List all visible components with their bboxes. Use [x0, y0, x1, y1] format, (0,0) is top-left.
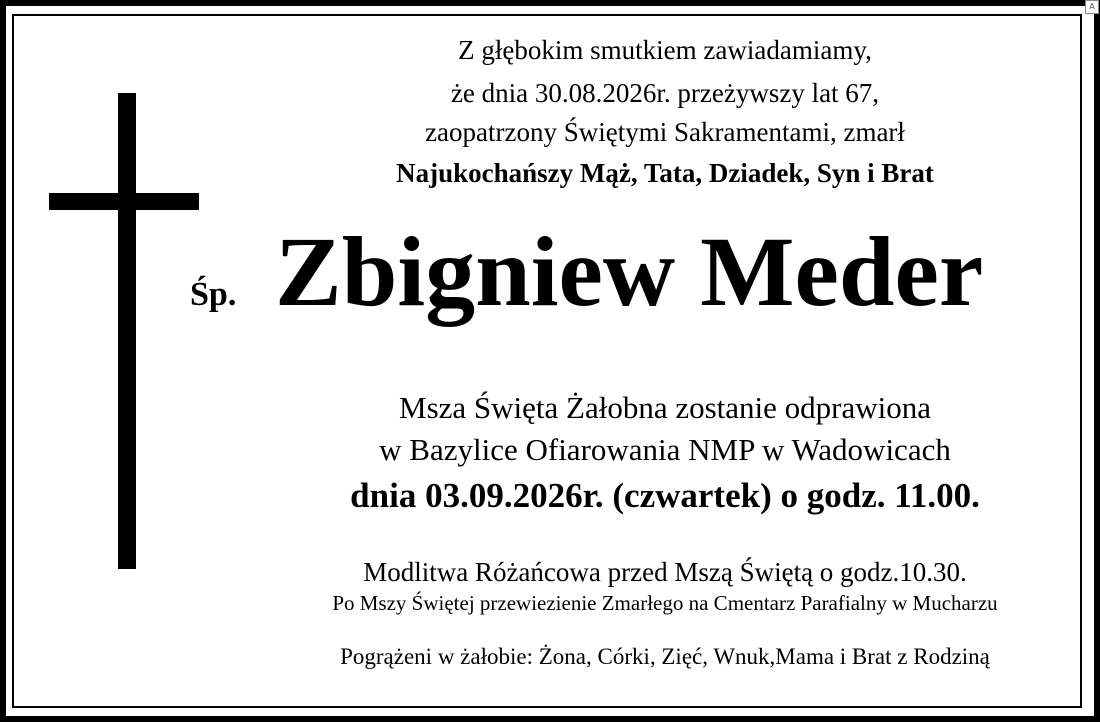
mass-date-line: dnia 03.09.2026r. (czwartek) o godz. 11.00. — [350, 476, 980, 515]
mass-line-1: Msza Święta Żałobna zostanie odprawiona — [399, 390, 931, 425]
corner-mark-icon: A — [1085, 0, 1099, 14]
deceased-name: Zbigniew Meder — [275, 216, 984, 327]
deceased-name-row — [190, 216, 1080, 332]
name-prefix: Śp. — [190, 276, 237, 313]
intro-line-3: zaopatrzony Świętymi Sakramentami, zmarł — [425, 117, 905, 147]
rosary-line: Modlitwa Różańcowa przed Mszą Świętą o godz.10.30. — [363, 557, 967, 587]
cross-icon — [118, 93, 136, 569]
relations-line: Najukochańszy Mąż, Tata, Dziadek, Syn i Brat — [396, 158, 934, 188]
intro-line-2: że dnia 30.08.2026r. przeżywszy lat 67, — [450, 78, 880, 108]
transport-line: Po Mszy Świętej przewiezienie Zmarłego na Cmentarz Parafialny w Mucharzu — [332, 591, 998, 615]
mourners-line: Pogrążeni w żałobie: Żona, Córki, Zięć, Wnuk,Mama i Brat z Rodziną — [340, 644, 990, 669]
cross-bar-icon — [49, 193, 199, 210]
mass-line-2: w Bazylice Ofiarowania NMP w Wadowicach — [379, 432, 951, 467]
intro-line-1: Z głębokim smutkiem zawiadamiamy, — [458, 35, 872, 65]
